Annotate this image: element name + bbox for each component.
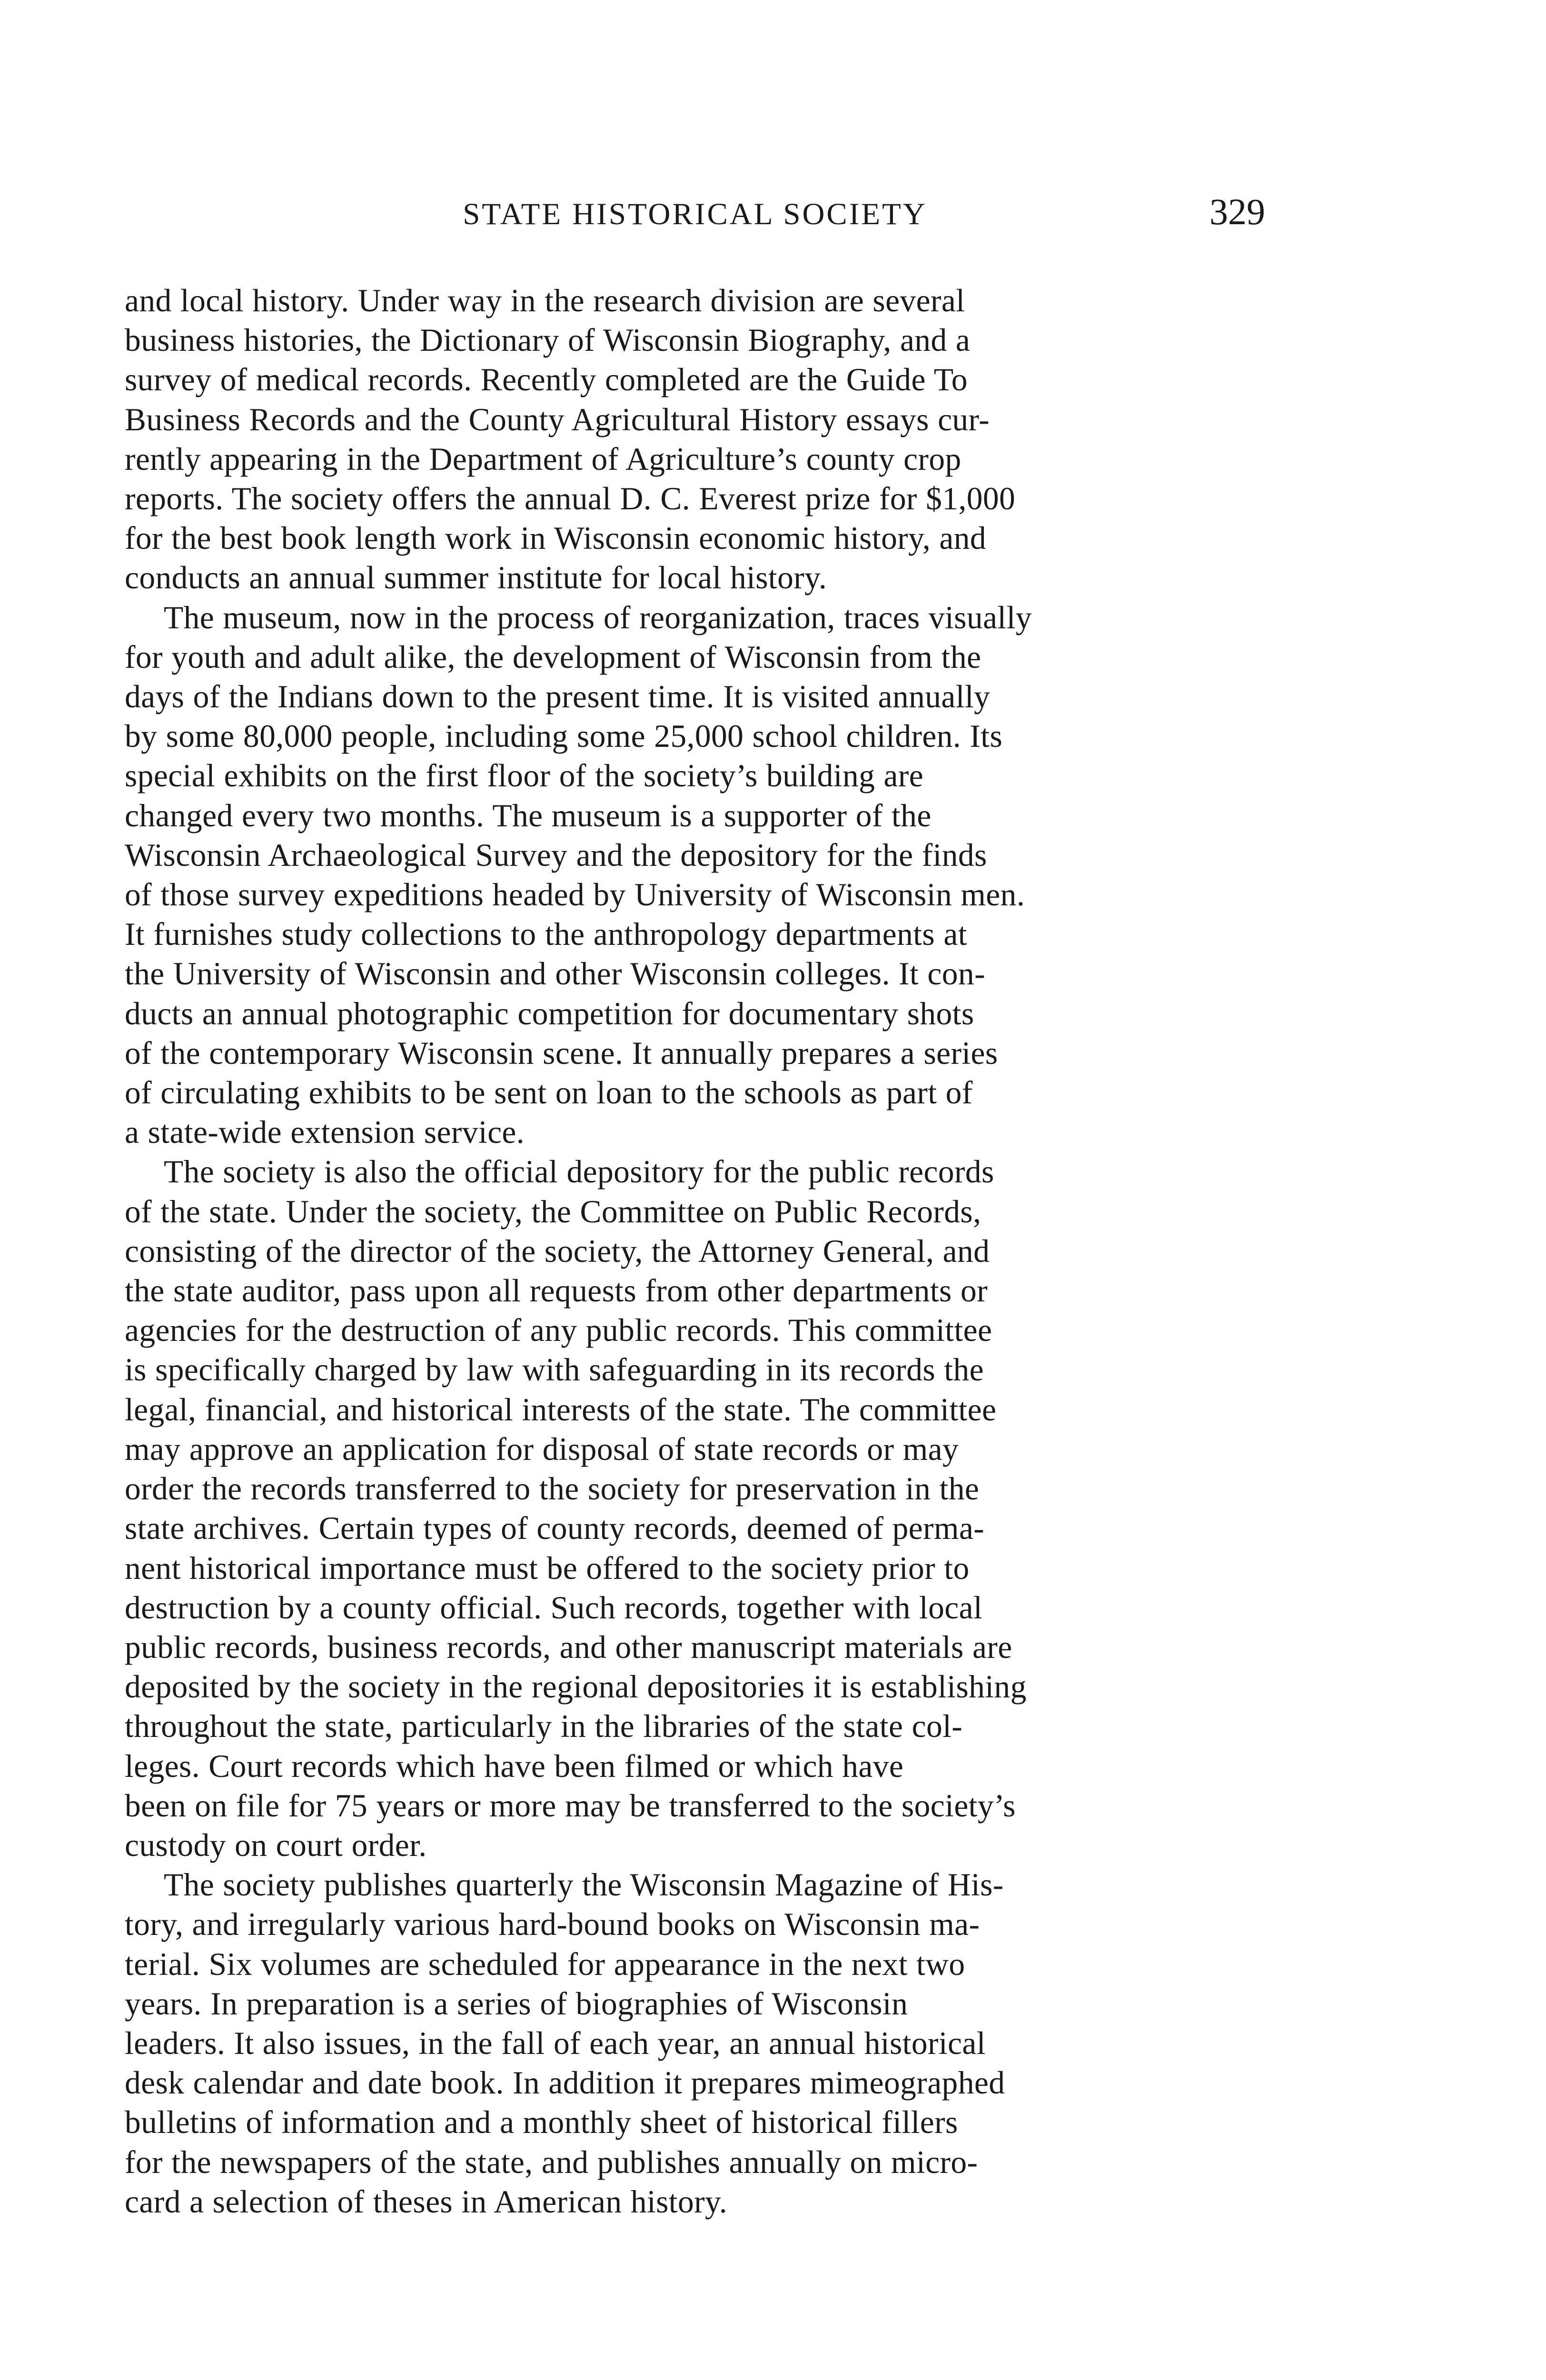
text-line: days of the Indians down to the present time. It is visited annually [125, 679, 991, 715]
text-line: for the best book length work in Wisconsin economic history, and [125, 520, 987, 556]
text-line: The society publishes quarterly the Wisconsin Magazine of His- [164, 1867, 1004, 1903]
text-line: destruction by a county official. Such records, together with local [125, 1589, 983, 1626]
text-line: years. In preparation is a series of biographies of Wisconsin [125, 1985, 908, 2022]
text-line: reports. The society offers the annual D. C. Everest prize for $1,000 [125, 481, 1016, 517]
paragraph-local-history [125, 281, 1265, 598]
paragraph-museum [125, 598, 1265, 1152]
text-line: is specifically charged by law with safeguarding in its records the [125, 1352, 984, 1388]
running-head [125, 188, 1265, 240]
text-line: changed every two months. The museum is a supporter of the [125, 797, 932, 833]
text-line: legal, financial, and historical interests of the state. The committee [125, 1391, 997, 1428]
text-line: of those survey expeditions headed by University of Wisconsin men. [125, 877, 1025, 913]
text-line: of circulating exhibits to be sent on loan to the schools as part of [125, 1075, 973, 1111]
text-line: bulletins of information and a monthly sheet of historical fillers [125, 2104, 958, 2141]
text-line: Wisconsin Archaeological Survey and the depository for the finds [125, 837, 987, 873]
text-line: conducts an annual summer institute for local history. [125, 560, 827, 596]
text-line: custody on court order. [125, 1827, 427, 1863]
text-line: been on file for 75 years or more may be transferred to the society’s [125, 1787, 1016, 1824]
text-line: Business Records and the County Agricultural History essays cur- [125, 401, 990, 437]
text-line: desk calendar and date book. In addition it prepares mimeographed [125, 2065, 1005, 2101]
text-line: ducts an annual photographic competition for documentary shots [125, 995, 974, 1031]
text-line: business histories, the Dictionary of Wisconsin Biography, and a [125, 322, 971, 358]
text-line: of the state. Under the society, the Committee on Public Records, [125, 1193, 981, 1230]
text-line: throughout the state, particularly in the libraries of the state col- [125, 1708, 963, 1745]
text-line: the University of Wisconsin and other Wisconsin colleges. It con- [125, 956, 985, 992]
text-line: the state auditor, pass upon all requests from other departments or [125, 1273, 988, 1309]
paragraph-public-records [125, 1152, 1265, 1865]
body-text [125, 281, 1265, 2251]
text-line: of the contemporary Wisconsin scene. It annually prepares a series [125, 1035, 998, 1071]
text-line: state archives. Certain types of county records, deemed of perma- [125, 1510, 985, 1547]
text-line: special exhibits on the first floor of the society’s building are [125, 758, 924, 794]
text-line: consisting of the director of the society, the Attorney General, and [125, 1233, 990, 1269]
text-line: agencies for the destruction of any public records. This committee [125, 1312, 992, 1349]
text-line: The society is also the official depository for the public records [164, 1154, 994, 1190]
text-line: a state-wide extension service. [125, 1114, 525, 1150]
text-line: may approve an application for disposal of state records or may [125, 1431, 959, 1467]
text-line: for the newspapers of the state, and publishes annually on micro- [125, 2144, 978, 2180]
text-line: and local history. Under way in the research division are several [125, 283, 965, 318]
page-number: 329 [1209, 191, 1265, 232]
running-title: STATE HISTORICAL SOCIETY [463, 197, 927, 231]
text-line: for youth and adult alike, the development of Wisconsin from the [125, 639, 981, 675]
text-line: public records, business records, and other manuscript materials are [125, 1629, 1012, 1665]
text-line: tory, and irregularly various hard-bound books on Wisconsin ma- [125, 1906, 980, 1943]
text-line: leaders. It also issues, in the fall of each year, an annual historical [125, 2025, 986, 2061]
paragraph-publications [125, 1865, 1265, 2221]
text-line: by some 80,000 people, including some 25,000 school children. Its [125, 718, 1003, 754]
text-line: card a selection of theses in American history. [125, 2183, 728, 2220]
text-line: leges. Court records which have been filmed or which have [125, 1748, 904, 1784]
text-line: survey of medical records. Recently completed are the Guide To [125, 362, 968, 398]
text-line: nent historical importance must be offered to the society prior to [125, 1550, 970, 1586]
text-line: The museum, now in the process of reorganization, traces visually [164, 599, 1032, 635]
text-line: rently appearing in the Department of Agriculture’s county crop [125, 441, 961, 477]
text-line: order the records transferred to the society for preservation in the [125, 1471, 980, 1507]
text-line: It furnishes study collections to the anthropology departments at [125, 916, 967, 952]
text-line: deposited by the society in the regional depositories it is establishing [125, 1669, 1027, 1705]
text-line: terial. Six volumes are scheduled for appearance in the next two [125, 1946, 965, 1982]
